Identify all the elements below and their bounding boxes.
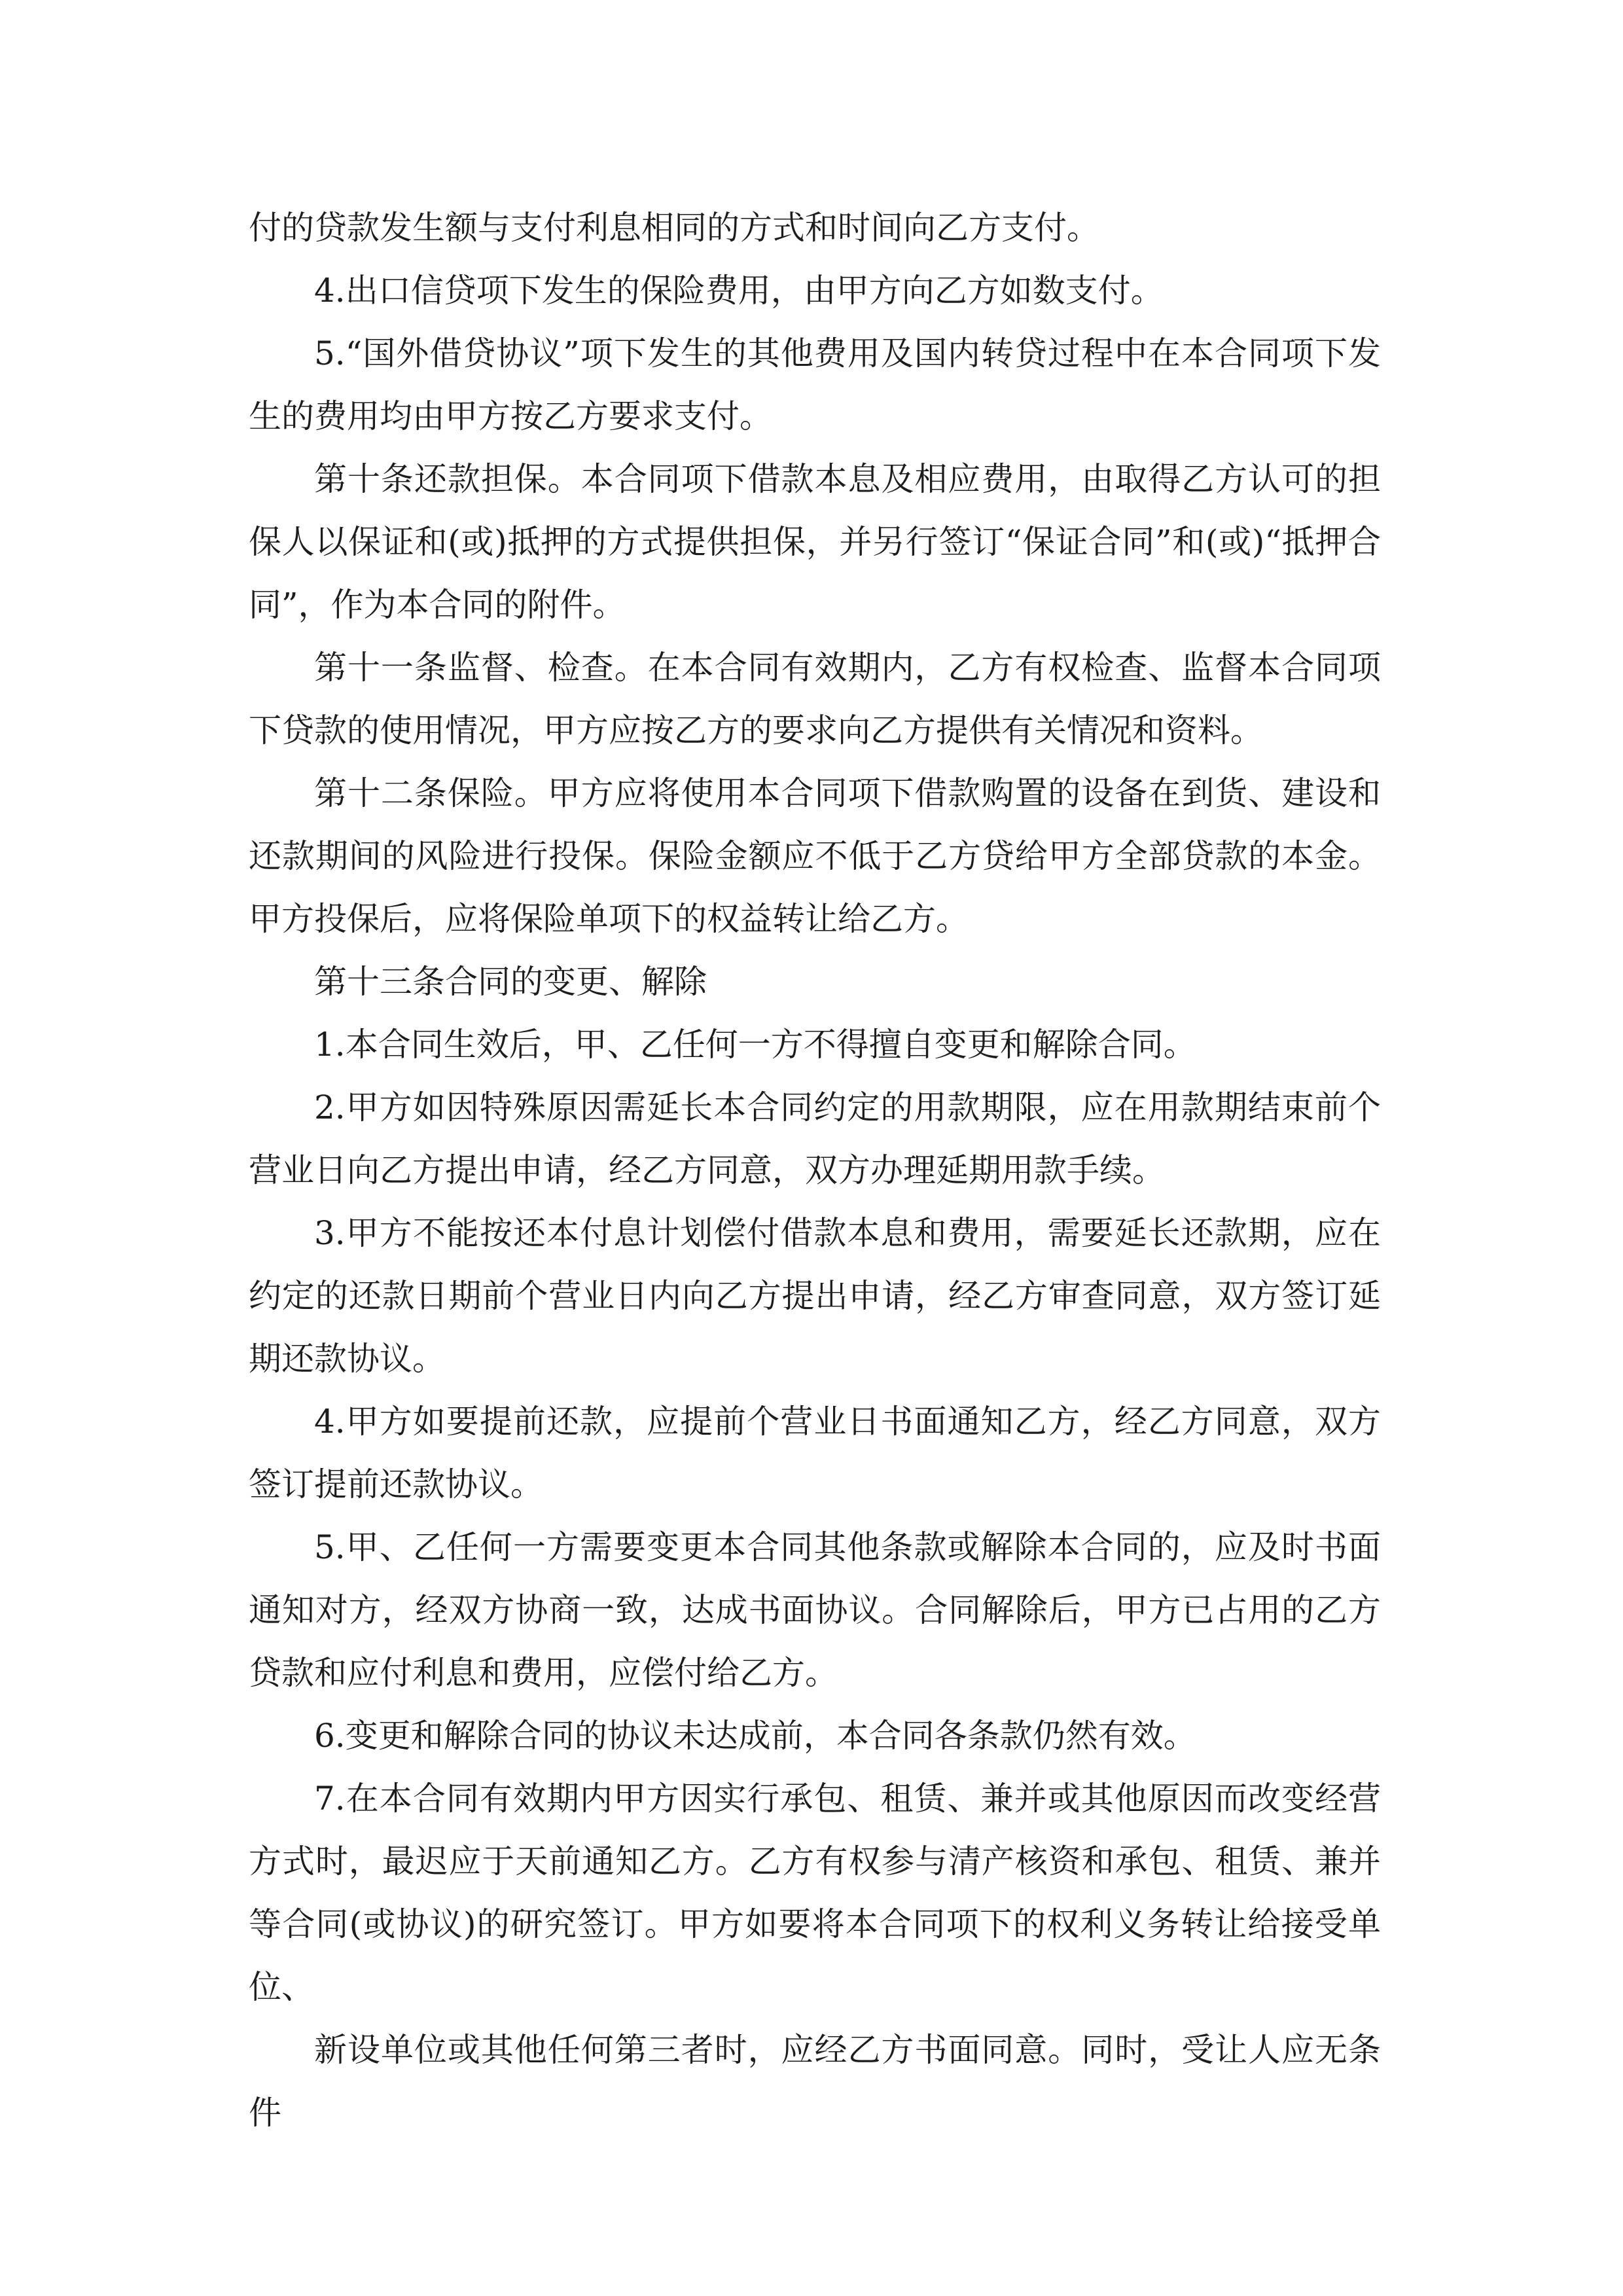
paragraph-item-4-insurance-fee: 4.出口信贷项下发生的保险费用，由甲方向乙方如数支付。 [314, 272, 1164, 310]
paragraph-item-5-other-fees: 5.“国外借贷协议”项下发生的其他费用及国内转贷过程中在本合同项下发生的费用均由甲方按乙方要求支付。 [249, 334, 1381, 435]
paragraph-article-11-supervision: 第十一条监督、检查。在本合同有效期内，乙方有权检查、监督本合同项下贷款的使用情况，甲方应按乙方的要求向乙方提供有关情况和资料。 [249, 649, 1381, 749]
paragraph-continuation: 付的贷款发生额与支付利息相同的方式和时间向乙方支付。 [249, 209, 1099, 247]
paragraph-item-1: 1.本合同生效后，甲、乙任何一方不得擅自变更和解除合同。 [314, 1026, 1196, 1064]
heading-article-13: 第十三条合同的变更、解除 [314, 963, 707, 1001]
paragraph-article-10-guarantee: 第十条还款担保。本合同项下借款本息及相应费用，由取得乙方认可的担保人以保证和(或)抵押的方式提供担保，并另行签订“保证合同”和(或)“抵押合同”，作为本合同的附件。 [249, 460, 1381, 624]
paragraph-article-12-insurance: 第十二条保险。甲方应将使用本合同项下借款购置的设备在到货、建设和还款期间的风险进行投保。保险金额应不低于乙方贷给甲方全部贷款的本金。甲方投保后，应将保险单项下的权益转让给乙方。 [249, 774, 1381, 938]
paragraph-item-3: 3.甲方不能按还本付息计划偿付借款本息和费用，需要延长还款期，应在约定的还款日期前个营业日内向乙方提出申请，经乙方审查同意，双方签订延期还款协议。 [249, 1214, 1381, 1378]
paragraph-item-2: 2.甲方如因特殊原因需延长本合同约定的用款期限，应在用款期结束前个营业日向乙方提出申请，经乙方同意，双方办理延期用款手续。 [249, 1088, 1381, 1189]
paragraph-item-4: 4.甲方如要提前还款，应提前个营业日书面通知乙方，经乙方同意，双方签订提前还款协议。 [249, 1403, 1381, 1503]
paragraph-item-7: 7.在本合同有效期内甲方因实行承包、租赁、兼并或其他原因而改变经营方式时，最迟应于天前通知乙方。乙方有权参与清产核资和承包、租赁、兼并等合同(或协议)的研究签订。甲方如要将本合同项下的权利义务转让给接受单位、 [249, 1780, 1381, 2006]
paragraph-item-5: 5.甲、乙任何一方需要变更本合同其他条款或解除本合同的，应及时书面通知对方，经双方协商一致，达成书面协议。合同解除后，甲方已占用的乙方贷款和应付利息和费用，应偿付给乙方。 [249, 1528, 1381, 1692]
paragraph-item-7-continued: 新设单位或其他任何第三者时，应经乙方书面同意。同时，受让人应无条件 [249, 2031, 1381, 2132]
document-body [249, 196, 1381, 2144]
paragraph-item-6: 6.变更和解除合同的协议未达成前，本合同各条款仍然有效。 [314, 1717, 1196, 1755]
